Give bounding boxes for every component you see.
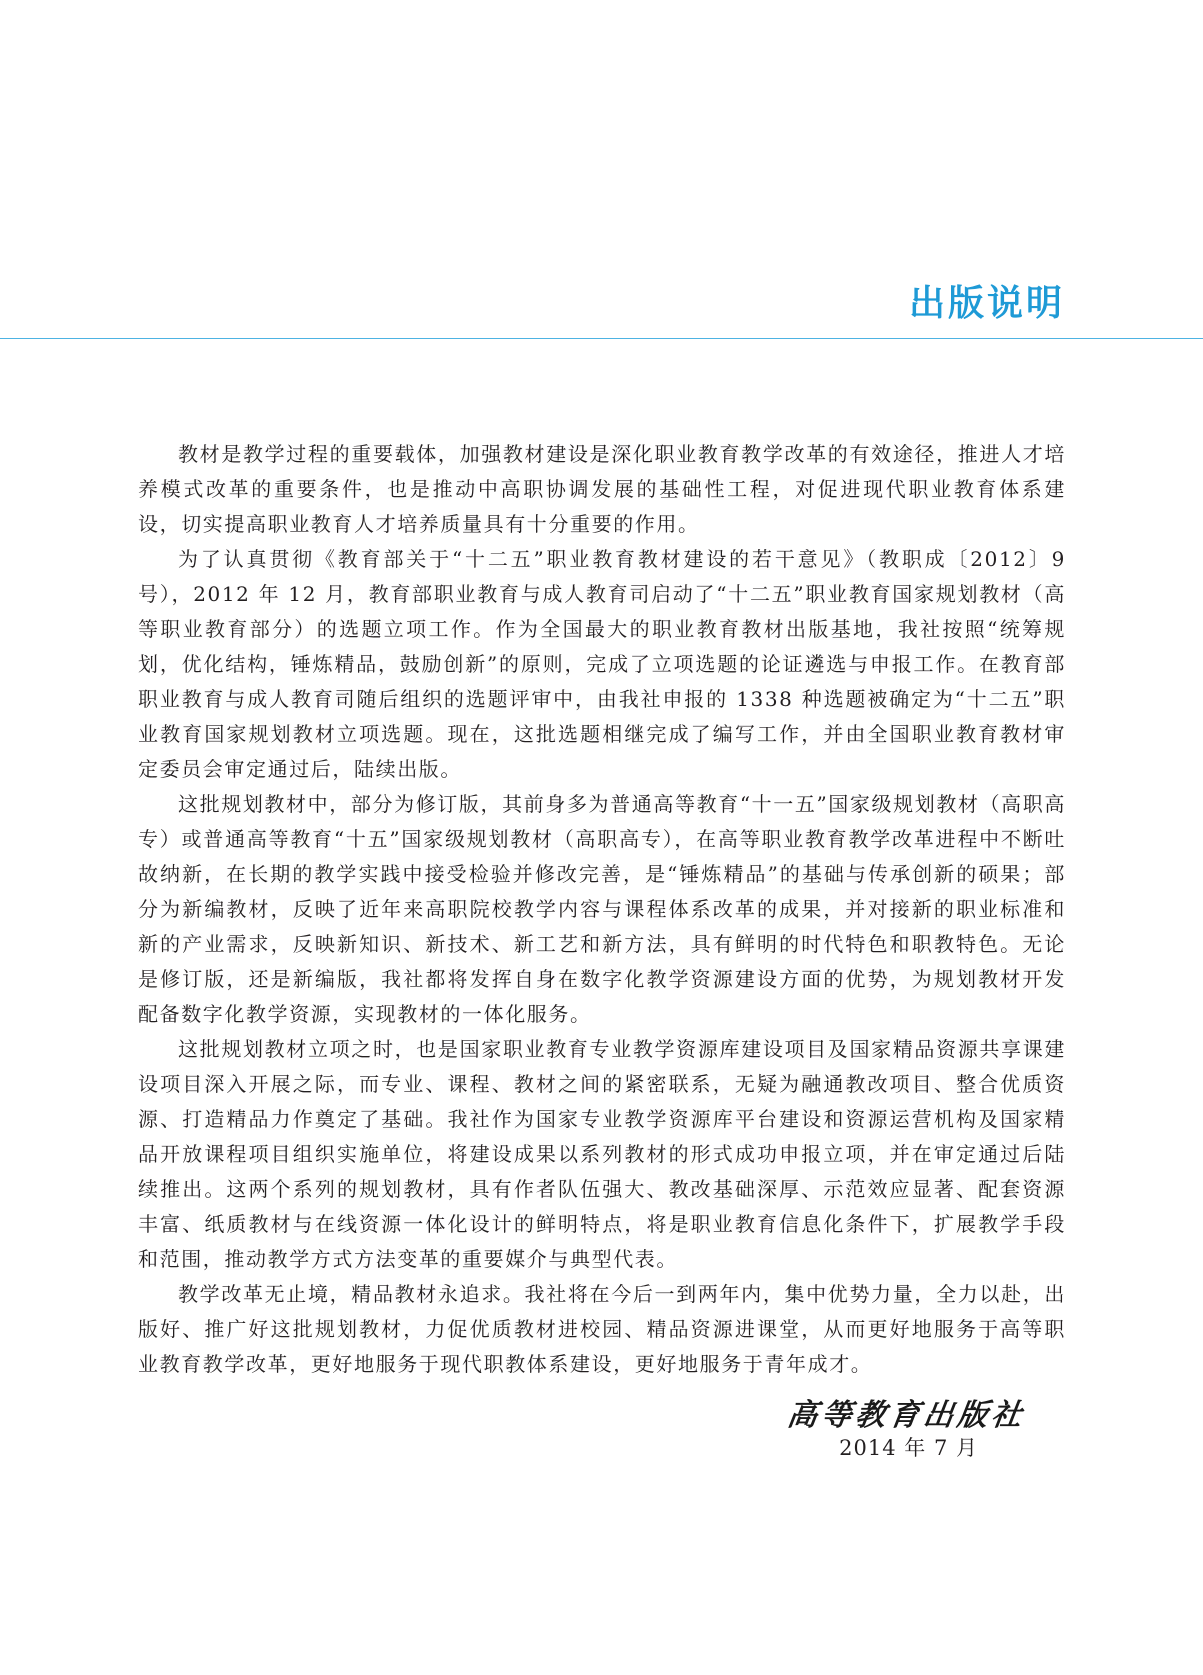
publication-date: 2014 年 7 月 xyxy=(839,1436,978,1460)
publisher-signature: 高等教育出版社 xyxy=(785,1398,1028,1433)
paragraph-1: 教材是教学过程的重要载体，加强教材建设是深化职业教育教学改革的有效途径，推进人才培养模式改革的重要条件，也是推动中高职协调发展的基础性工程，对促进现代职业教育体系建设，切实提高职业教育人才培养质量具有十分重要的作用。 xyxy=(138,442,1066,536)
paragraph-5: 教学改革无止境，精品教材永追求。我社将在今后一到两年内，集中优势力量，全力以赴，出版好、推广好这批规划教材，力促优质教材进校园、精品资源进课堂，从而更好地服务于高等职业教育教学改革，更好地服务于现代职教体系建设，更好地服务于青年成才。 xyxy=(138,1282,1066,1376)
paragraph-3: 这批规划教材中，部分为修订版，其前身多为普通高等教育“十一五”国家级规划教材（高职高专）或普通高等教育“十五”国家级规划教材（高职高专），在高等职业教育教学改革进程中不断吐故纳新，在长期的教学实践中接受检验并修改完善，是“锤炼精品”的基础与传承创新的硕果；部分为新编教材，反映了近年来高职院校教学内容与课程体系改革的成果，并对接新的职业标准和新的产业需求，反映新知识、新技术、新工艺和新方法，具有鲜明的时代特色和职教特色。无论是修订版，还是新编版，我社都将发挥自身在数字化教学资源建设方面的优势，为规划教材开发配备数字化教学资源，实现教材的一体化服务。 xyxy=(138,792,1066,1026)
page-title: 出版说明 xyxy=(908,283,1065,324)
title-divider xyxy=(0,338,1203,339)
body-text xyxy=(138,437,1066,1382)
paragraph-4: 这批规划教材立项之时，也是国家职业教育专业教学资源库建设项目及国家精品资源共享课建设项目深入开展之际，而专业、课程、教材之间的紧密联系，无疑为融通教改项目、整合优质资源、打造精品力作奠定了基础。我社作为国家专业教学资源库平台建设和资源运营机构及国家精品开放课程项目组织实施单位，将建设成果以系列教材的形式成功申报立项，并在审定通过后陆续推出。这两个系列的规划教材，具有作者队伍强大、教改基础深厚、示范效应显著、配套资源丰富、纸质教材与在线资源一体化设计的鲜明特点，将是职业教育信息化条件下，扩展教学手段和范围，推动教学方式方法变革的重要媒介与典型代表。 xyxy=(138,1037,1066,1271)
paragraph-2: 为了认真贯彻《教育部关于“十二五”职业教育教材建设的若干意见》（教职成〔2012〕9 号），2012 年 12 月，教育部职业教育与成人教育司启动了“十二五”职业教育国家规划教材（高等职业教育部分）的选题立项工作。作为全国最大的职业教育教材出版基地，我社按照“统筹规划，优化结构，锤炼精品，鼓励创新”的原则，完成了立项选题的论证遴选与申报工作。在教育部职业教育与成人教育司随后组织的选题评审中，由我社申报的 1338 种选题被确定为“十二五”职业教育国家规划教材立项选题。现在，这批选题相继完成了编写工作，并由全国职业教育教材审定委员会审定通过后，陆续出版。 xyxy=(138,547,1066,781)
